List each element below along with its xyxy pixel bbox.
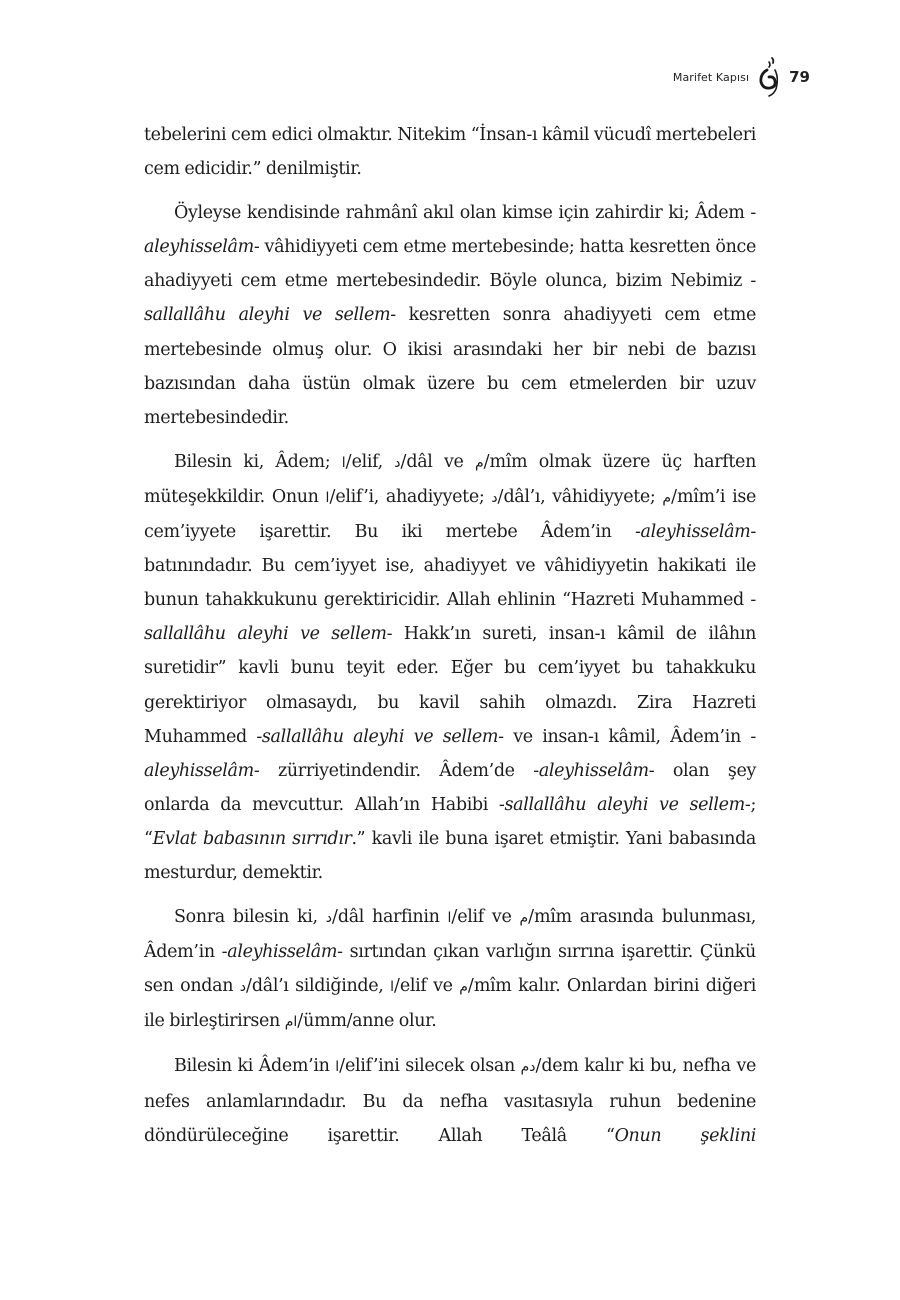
arabic-letter: د <box>325 910 332 927</box>
arabic-letter: د <box>394 454 401 471</box>
paragraph <box>144 900 756 1039</box>
text-run: /mîm’i ise cem’iyyete işarettir. Bu iki mertebe Âdem’in - <box>144 486 756 543</box>
arabic-letter: م <box>662 489 672 506</box>
italic-text-run: Evlat babasının sırrıdır <box>152 828 352 849</box>
text-run: - sırtından çıkan varlığın sırrına işarettir. Çünkü sen ondan <box>144 942 756 997</box>
running-header <box>673 52 810 102</box>
text-run: /dem kalır ki bu, nefha ve nefes anlamlarındadır. Bu da nefha vasıtasıyla ruhun bedenine döndürüleceğine işarettir. Allah Teâlâ “ <box>144 1056 756 1146</box>
text-run: Öyleyse kendisinde rahmânî akıl olan kimse için zahirdir ki; Âdem - <box>174 203 756 224</box>
text-run: /mîm kalır. Onlardan birini diğeri ile birleştirirsen <box>144 976 756 1032</box>
italic-text-run: aleyhisselâm <box>227 942 338 963</box>
italic-text-run: Onun şeklini <box>614 1125 756 1146</box>
text-run: - vâhidiyyeti cem etme mertebesinde; hatta kesretten önce ahadiyyeti cem etme mertebesindedir. Böyle olunca, bizim Nebimiz - <box>144 237 756 292</box>
text-run: tebelerini cem edici olmaktır. Nitekim “İnsan-ı kâmil vücudî mertebeleri cem edicidir.” denilmiştir. <box>144 125 756 180</box>
text-run: - olan şey onlarda da mevcuttur. Allah’ın Habibi - <box>144 760 756 815</box>
text-run: - zürriyetindendir. Âdem’de - <box>253 760 539 781</box>
text-run: - batınındadır. Bu cem’iyyet ise, ahadiyyet ve vâhidiyyetin hakikati ile bunun tahakkukunu gerektiricidir. Allah ehlinin “Hazreti Muhammed - <box>144 522 756 611</box>
text-run: /dâl harfinin <box>331 907 448 928</box>
book-title: Marifet Kapısı <box>672 70 750 84</box>
text-run: Sonra bilesin ki, <box>174 907 326 928</box>
arabic-letter: ا <box>341 454 346 471</box>
paragraph <box>144 196 756 435</box>
arabic-letter: ا <box>335 1059 340 1076</box>
italic-text-run: sallallâhu aleyhi ve sellem <box>144 305 391 326</box>
arabic-letter: ا <box>390 979 394 996</box>
italic-text-run: sallallâhu aleyhi ve sellem <box>261 726 499 747</box>
arabic-letter: ا <box>447 910 452 927</box>
page-number: 79 <box>789 68 810 86</box>
text-run: Bilesin ki Âdem’in <box>174 1056 336 1077</box>
text-run: -; “ <box>144 794 756 849</box>
text-run: /dâl ve <box>400 451 475 472</box>
text-run: - ve insan-ı kâmil, Âdem’in - <box>498 726 756 747</box>
italic-text-run: sallallâhu aleyhi ve sellem <box>504 794 745 815</box>
text-run: /dâl’ı, vâhidiyyete; <box>497 486 663 507</box>
paragraph <box>144 445 756 890</box>
calligraphic-ornament-icon <box>757 56 781 98</box>
arabic-letter: دم <box>520 1059 536 1076</box>
text-run: Bilesin ki, Âdem; <box>174 451 342 472</box>
arabic-letter: ام <box>284 1014 298 1031</box>
italic-text-run: sallallâhu aleyhi ve sellem <box>144 624 387 645</box>
text-run: /elif, <box>345 451 395 472</box>
paragraph <box>144 118 756 186</box>
text-run: /elif ve <box>451 907 520 928</box>
italic-text-run: aleyhisselâm <box>538 760 649 781</box>
text-run: /elif’ini silecek olsan <box>339 1056 521 1077</box>
paragraph <box>144 1049 756 1152</box>
italic-text-run: aleyhisselâm <box>144 237 254 258</box>
arabic-letter: م <box>474 454 484 471</box>
text-run: .” kavli ile buna işaret etmiştir. Yani babasında mesturdur, demektir. <box>144 828 757 883</box>
text-run: /mîm olmak üzere üç harften müteşekkildir. Onun <box>144 451 756 507</box>
arabic-letter: ا <box>325 489 330 506</box>
arabic-letter: م <box>519 910 529 927</box>
arabic-letter: د <box>239 979 246 996</box>
arabic-letter: د <box>491 489 498 506</box>
text-run: - Hakk’ın sureti, insan-ı kâmil de ilâhın suretidir” kavli bunu teyit eder. Eğer bu cem’iyyet bu tahakkuku gerektiriyor olmasaydı, bu kavil sahih olmazdı. Zira Hazreti Muhammed - <box>144 624 756 747</box>
body-text <box>144 118 756 1153</box>
arabic-letter: م <box>459 979 468 996</box>
text-run: /elif ve <box>393 976 460 997</box>
italic-text-run: aleyhisselâm <box>144 760 254 781</box>
text-run: /elif’i, ahadiyyete; <box>329 486 492 507</box>
italic-text-run: aleyhisselâm <box>640 522 751 543</box>
text-run: /dâl’ı sildiğinde, <box>245 976 391 997</box>
text-run: /ümm/anne olur. <box>297 1011 437 1032</box>
text-run: /mîm arasında bulunması, Âdem’in - <box>144 907 756 963</box>
text-run: - kesretten sonra ahadiyyeti cem etme mertebesinde olmuş olur. O ikisi arasındaki her bir nebi de bazısı bazısından daha üstün olmak üzere bu cem etmelerden bir uzuv mertebesindedir. <box>144 305 756 428</box>
